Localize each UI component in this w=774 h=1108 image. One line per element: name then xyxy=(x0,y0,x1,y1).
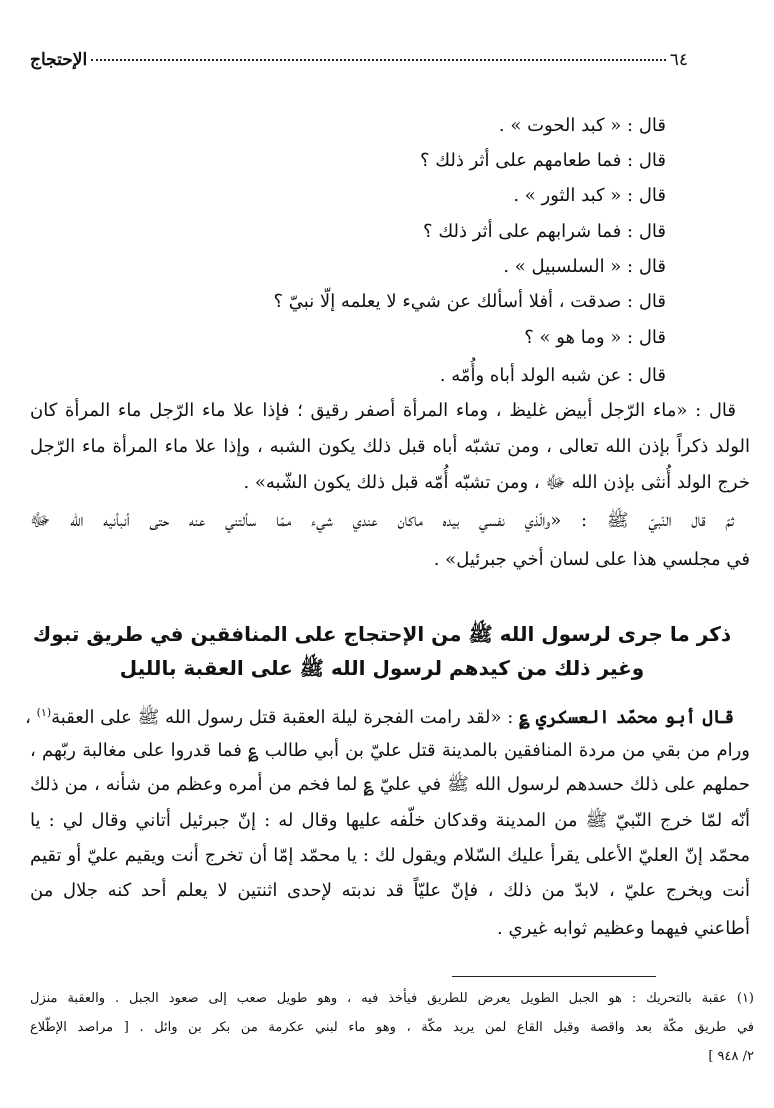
footnote-line: ٢/ ٩٤٨ ] xyxy=(708,1049,754,1064)
section-heading: وغير ذلك من كيدهم لرسول الله ﷺ على العقبة بالليل xyxy=(119,656,645,680)
footnote-separator xyxy=(452,976,656,977)
dialogue-line: قال : عن شبه الولد أباه وأُمّه . xyxy=(439,365,666,386)
answer-line: خرج الولد أُنثى بإذن الله ﷻ ، ومن تشبّه أُمّه قبل ذلك يكون الشّبه» . xyxy=(243,472,750,493)
narration-line: أنت ويخرج عليّ ، لابدّ من ذلك ، فإنّ عليّاً قد ندبته لإحدى اثنتين لا يعلم أحد كنه جلال من xyxy=(30,880,750,901)
dialogue-line: قال : صدقت ، أفلا أسألك عن شيء لا يعلمه إلّا نبيّ ؟ xyxy=(273,291,666,312)
narration-line: محمّد إنّ العليّ الأعلى يقرأ عليك السّلام ويقول لك : يا محمّد إمّا أن تخرج أنت ويقيم عليّ أو تقيم xyxy=(30,845,750,866)
footnote-line: (١) عقبة بالتحريك : هو الجبل الطويل يعرض للطريق فيأخذ فيه ، وهو طويل صعب إلى صعود الجبل . والعقبة منزل xyxy=(30,991,754,1006)
narration-line: أنّه لمّا خرج النّبيّ ﷺ من المدينة وقدكان خلّفه عليها وقال له : إنّ جبرئيل أتاني وقال لي : يا xyxy=(30,810,750,831)
footnote-line: في طريق مكّة بعد واقصة وقبل القاع لمن يريد مكّة ، وهو ماء لبني عكرمة من بكر بن وائل . [ مراصد الإطّلاع xyxy=(30,1020,754,1035)
dialogue-line: قال : فما طعامهم على أثر ذلك ؟ xyxy=(419,150,666,171)
narration-text: ، xyxy=(25,707,37,728)
narrator-name: قال أبو محمّد العسكري ؏ xyxy=(519,707,734,728)
answer-line: قال : «ماء الرّجل أبيض غليظ ، وماء المرأة أصفر رقيق ؛ فإذا علا ماء الرّجل ماء المرأة كان xyxy=(30,400,736,421)
section-heading: ذكر ما جرى لرسول الله ﷺ من الإحتجاج على المنافقين في طريق تبوك xyxy=(32,622,732,646)
dialogue-line: قال : « كبد الحوت » . xyxy=(498,115,666,136)
narration-text: : «لقد رامت الفجرة ليلة العقبة قتل رسول الله ﷺ على العقبة xyxy=(51,707,520,728)
answer-line: الولد ذكراً بإذن الله تعالى ، ومن تشبّه أباه قبل ذلك يكون الشبه ، وإذا علا ماء المرأة ماء الرّجل xyxy=(30,436,750,457)
narration-line: حملهم على ذلك حسدهم لرسول الله ﷺ في عليّ ؏ لما فخم من أمره وعظم من شأنه ، من ذلك xyxy=(30,774,750,795)
narration-line xyxy=(25,698,734,733)
dialogue-line: قال : « كبد الثور » . xyxy=(513,185,666,206)
book-title: الإحتجاج xyxy=(30,50,88,70)
dialogue-line: قال : « السلسبيل » . xyxy=(503,256,666,277)
prophet-saying-line: ثمّ قال النّبيّ ﷺ : «والّذي نفسي بيده ماكان عندي شيء ممّا سألتني عنه حتى أنبأنيه الله ﷻ xyxy=(30,510,734,531)
prophet-saying-line: في مجلسي هذا على لسان أخي جبرئيل» . xyxy=(433,549,750,570)
page-header xyxy=(30,50,688,80)
page-number: ٦٤ xyxy=(669,50,688,70)
footnote-marker[interactable]: (١) xyxy=(36,706,52,719)
header-dotted-leader xyxy=(91,59,666,61)
narration-line: ورام من بقي من مردة المنافقين بالمدينة قتل عليّ بن أبي طالب ؏ فما قدروا على مغالبة ربّهم ، xyxy=(30,740,750,761)
narration-line: أطاعني فيهما وعظيم ثوابه غيري . xyxy=(497,918,750,939)
dialogue-line: قال : « وما هو » ؟ xyxy=(524,327,666,348)
dialogue-line: قال : فما شرابهم على أثر ذلك ؟ xyxy=(423,221,666,242)
